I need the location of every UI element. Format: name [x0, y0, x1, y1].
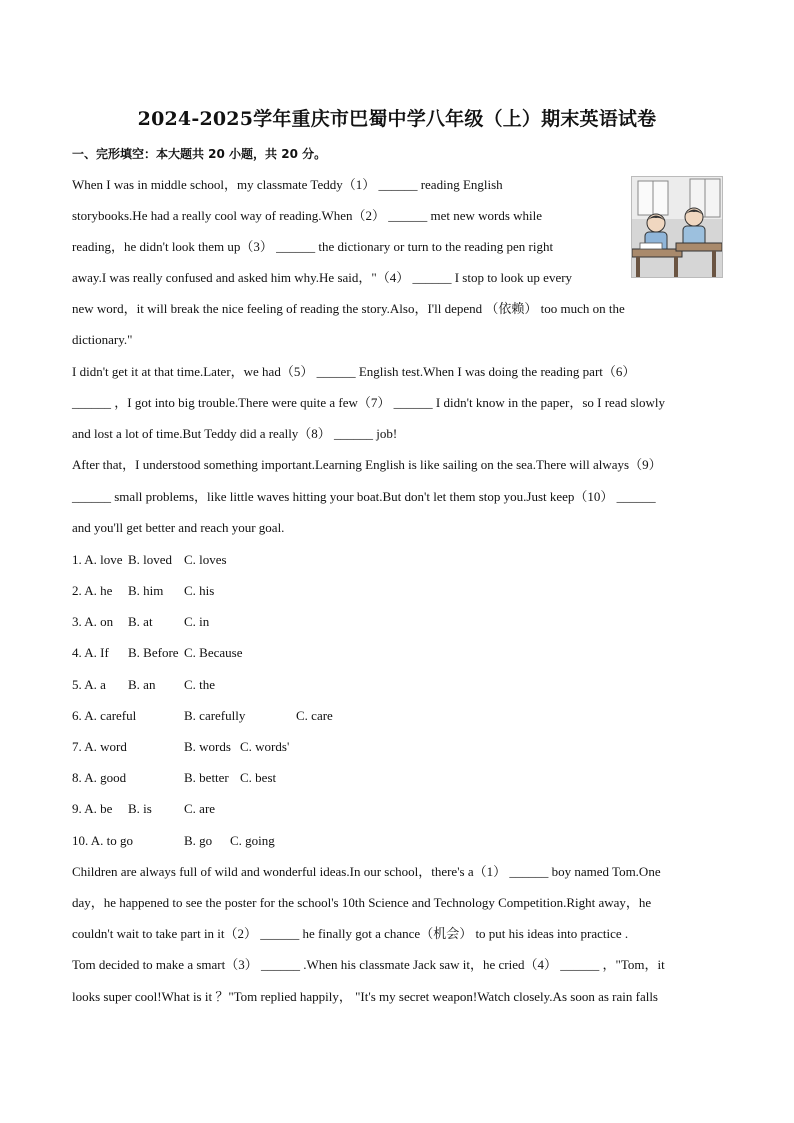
- passage-line: Children are always full of wild and wonderful ideas.In our school，there's a（1） ______ boy named Tom.One: [72, 864, 661, 879]
- passage-line: couldn't wait to take part in it（2） ______ he finally got a chance（机会） to put his ideas into practice .: [72, 926, 629, 941]
- section-heading: 一、完形填空：本大题共 20 小题，共 20 分。: [72, 147, 327, 161]
- passage-line: ______ ，I got into big trouble.There were quite a few（7） ______ I didn't know in the paper，so I read slowly: [72, 395, 665, 410]
- passage-line: and lost a lot of time.But Teddy did a really（8） ______ job!: [72, 426, 398, 441]
- passage-line: ______ small problems，like little waves hitting your boat.But don't let them stop you.Just keep（10） ______: [72, 489, 656, 504]
- classroom-students-icon: [632, 177, 722, 277]
- passage-line: storybooks.He had a really cool way of reading.When（2） ______ met new words while: [72, 208, 543, 223]
- passage-line: reading，he didn't look them up（3） ______ the dictionary or turn to the reading pen right: [72, 239, 554, 254]
- page-title: 2024-2025学年重庆市巴蜀中学八年级（上）期末英语试卷: [137, 108, 657, 130]
- passage-line: new word，it will break the nice feeling of reading the story.Also，I'll depend （依赖） too much on the: [72, 301, 625, 316]
- passage-line: and you'll get better and reach your goal.: [72, 520, 285, 535]
- passage-line: Tom decided to make a smart（3） ______ .When his classmate Jack saw it，he cried（4） ______ ，"Tom，it: [72, 957, 665, 972]
- passage-line: After that，I understood something important.Learning English is like sailing on the sea.There will always（9）: [72, 457, 662, 472]
- passage-line: away.I was really confused and asked him why.He said，"（4） ______ I stop to look up every: [72, 270, 573, 285]
- passage-line: dictionary.": [72, 332, 133, 347]
- passage-line: When I was in middle school，my classmate Teddy（1） ______ reading English: [72, 177, 503, 192]
- passage-line: looks super cool!What is it ？"Tom replied happily， "It's my secret weapon!Watch closely.As soon as rain falls: [72, 989, 658, 1004]
- passage-line: I didn't get it at that time.Later，we had（5） ______ English test.When I was doing the reading part（6）: [72, 364, 636, 379]
- passage-line: day，he happened to see the poster for the school's 10th Science and Technology Competition.Right away，he: [72, 895, 652, 910]
- exam-page: 2024-2025学年重庆市巴蜀中学八年级（上）期末英语试卷 一、完形填空：本大题共 20 小题，共 20 分。 When I was in middle school，my classmate Teddy（1） ______ reading English storybooks.He had a really cool way of reading.When（2） ______ met new words while reading，he didn't look them up（3） ______ the dictionary or turn to the reading pen right away.I was really confused and asked him why.He said，"（4） ______ I stop to look up every new word，it will break the nice feeling of reading the story.Also，I'll depend （依赖） too much on the dictionary." I didn't get it at that time.Later，we had（5） ______ English test.When I was doing the reading part（6） ______ ，I got into big trouble.There were quite a few（7） ______ I didn't know in the paper，so I read slowly and lost a lot of time.But Teddy did a really（8） ______ job! After that，I understood something important.Learning English is like sailing on the sea.There will always（9） ______ small problems，like little waves hitting your boat.But don't let them stop you.Just keep（10） ______ and you'll get better and reach your goal. 1. A. love B. loved C. loves 2. A. he B. him C. his 3. A. on B. at C. in 4. A. If B. Before C. Because 5. A. a B. an C. the 6. A. careful B. carefully C. care 7. A. word B. words C. words' 8. A. good B. better C. best 9. A. be B. is C. are 10. A. to go B. go C. going Children are always full of wild and wonderful ideas.In our school，there's a（1） ______ boy named Tom.One day，he happened to see the poster for the school's 10th Science and Technology Competition.Right away，he couldn't wait to take part in it（2） ______ he finally got a chance（机会） to put his ideas into practice . Tom decided to make a smart（3） ______ .When his classmate Jack saw it，he cried（4） ______ ，"Tom，it looks super cool!What is it ？"Tom replied happily， "It's my secret weapon!Watch closely.As soon as rain falls: [0, 0, 794, 1123]
- classroom-illustration: [631, 176, 723, 278]
